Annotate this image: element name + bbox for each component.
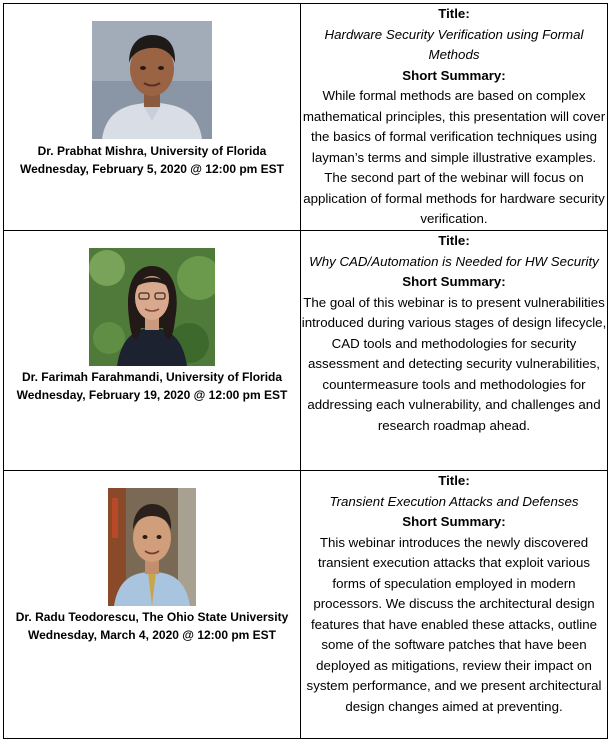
webinar-title: Transient Execution Attacks and Defenses [329,493,579,509]
title-label: Title: [438,233,470,248]
webinar-table [3,3,608,739]
webinar-title: Why CAD/Automation is Needed for HW Security [309,253,599,269]
webinar-title: Hardware Security Verification using Formal Methods [324,26,584,62]
webinar-date: Wednesday, February 19, 2020 @ 12:00 pm EST [16,388,288,402]
title-label: Title: [438,473,470,488]
webinar-date: Wednesday, February 5, 2020 @ 12:00 pm EST [19,162,285,176]
speaker-name: Dr. Prabhat Mishra, University of Florida [37,144,267,158]
speaker-cell [4,4,301,231]
summary-label: Short Summary: [402,274,506,289]
speaker-name: Dr. Radu Teodorescu, The Ohio State University [15,610,289,624]
webinar-info [301,4,608,231]
speaker-photo [108,488,196,606]
speaker-name: Dr. Farimah Farahmandi, University of Florida [21,370,283,384]
webinar-summary: While formal methods are based on complex mathematical principles, this presentation will cover the basics of formal verification techniques using layman’s terms and simple illustrative examples. The second part of the webinar will focus on application of formal methods for hardware security verification. [302,88,606,226]
webinar-row [4,471,608,739]
webinar-summary: This webinar introduces the newly discovered transient execution attacks that exploit various forms of speculation employed in modern processors. We discuss the architectural design features that have enabled these attacks, outline some of the software patches that have been deployed as mitigations, review their impact on system performance, and we present architectural design changes aimed at preventing. [306,534,602,714]
speaker-cell [4,471,301,739]
speaker-photo [92,21,212,139]
webinar-date: Wednesday, March 4, 2020 @ 12:00 pm EST [27,628,277,642]
summary-label: Short Summary: [402,67,506,83]
title-label: Title: [438,6,470,21]
webinar-row [4,4,608,231]
webinar-info [301,471,608,739]
webinar-summary: The goal of this webinar is to present vulnerabilities introduced during various stages of design lifecycle, CAD tools and methodologies for security assessment and detecting security vulnerabilities, countermeasure tools and methodologies for addressing each vulnerability, and challenges and research roadmap ahead. [301,294,607,433]
webinar-info [301,231,608,471]
speaker-photo [89,248,215,366]
webinar-row [4,231,608,471]
summary-label: Short Summary: [402,514,506,529]
speaker-cell [4,231,301,471]
